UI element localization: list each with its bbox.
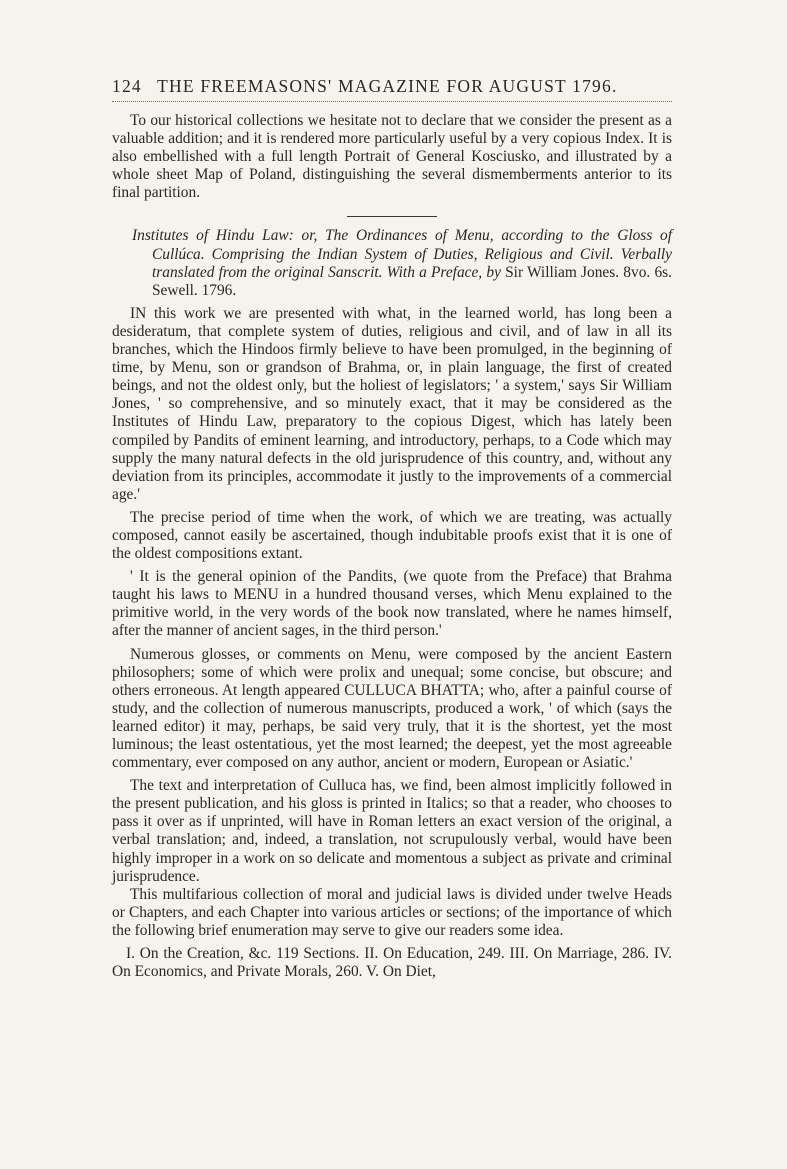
paragraph-6: This multifarious collection of moral and judicial laws is divided under twelve Heads or Chapters, and each Chapter into various articles or sections; of the importance of which the following brief enumeration may serve to give our readers some idea. xyxy=(112,885,672,939)
paragraph-2: The precise period of time when the work, of which we are treating, was actually composed, cannot easily be ascertained, though indubitable proofs exist that it is one of the oldest compositions extant. xyxy=(112,508,672,563)
paragraph-1: IN this work we are presented with what, in the learned world, has long been a desideratum, that complete system of duties, religious and civil, and of law in all its branches, which the Hindoos firmly believe to have been promulged, in the beginning of time, by Menu, son or grandson of Brahma, or, in plain language, the first of created beings, and not the oldest only, but the holiest of legislators; ' a system,' says Sir William Jones, ' so comprehensive, and so minutely exact, that it may be considered as the Institutes of Hindu Law, preparatory to the copious Digest, which has lately been compiled by Pandits of eminent learning, and introductory, perhaps, to a Code which may supply the many natural defects in the old jurisprudence of this country, and, without any deviation from its principles, accommodate it justly to the improvements of a commercial age.' xyxy=(112,304,672,503)
review-title-roman: Sir William Jones. 8vo. 6s. Sewell. 1796. xyxy=(152,263,672,299)
page-number: 124 xyxy=(112,76,142,96)
intro-paragraph: To our historical collections we hesitate not to declare that we consider the present as a valuable addition; and it is rendered more particularly useful by a very copious Index. It is also embellished with a full length Portrait of General Kosciusko, and illustrated by a whole sheet Map of Poland, distinguishing the several dismemberments anterior to its final partition. xyxy=(112,112,672,202)
section-divider xyxy=(347,216,437,217)
article-body xyxy=(112,112,672,981)
paragraph-5: The text and interpretation of Culluca has, we find, been almost implicitly followed in the present publication, and his gloss is printed in Italics; so that a reader, who chooses to pass it over as if unprinted, will have in Roman letters an exact version of the original, a verbal translation; and, indeed, a translation, not scrupulously verbal, would have been highly improper in a work on so delicate and momentous a subject as private and criminal jurisprudence. xyxy=(112,777,672,885)
running-title: THE FREEMASONS' MAGAZINE FOR AUGUST 1796. xyxy=(157,76,618,96)
paragraph-4: Numerous glosses, or comments on Menu, were composed by the ancient Eastern philosophers; some of which were prolix and unequal; some concise, but obscure; and others erroneous. At length appeared CULLUCA BHATTA; who, after a painful course of study, and the collection of numerous manuscripts, produced a work, ' of which (says the learned editor) it may, perhaps, be said very truly, that it is the shortest, yet the most luminous; the least ostentatious, yet the most learned; the deepest, yet the most agreeable commentary, ever composed on any author, ancient or modern, European or Asiatic.' xyxy=(112,645,672,772)
paragraph-7: I. On the Creation, &c. 119 Sections. II. On Education, 249. III. On Marriage, 286. IV. On Economics, and Private Morals, 260. V. On Diet, xyxy=(112,945,672,981)
running-header xyxy=(112,76,672,102)
paragraph-3: ' It is the general opinion of the Pandits, (we quote from the Preface) that Brahma taught his laws to MENU in a hundred thousand verses, which Menu explained to the primitive world, in the very words of the book now translated, where he names himself, after the manner of ancient sages, in the third person.' xyxy=(112,568,672,640)
review-title xyxy=(132,227,672,299)
review-title-italic: Institutes of Hindu Law: or, The Ordinances of Menu, according to the Gloss of Cullúca. Comprising the Indian System of Duties, Religious and Civil. Verbally translated from the original Sanscrit. With a Preface, by xyxy=(132,227,672,281)
